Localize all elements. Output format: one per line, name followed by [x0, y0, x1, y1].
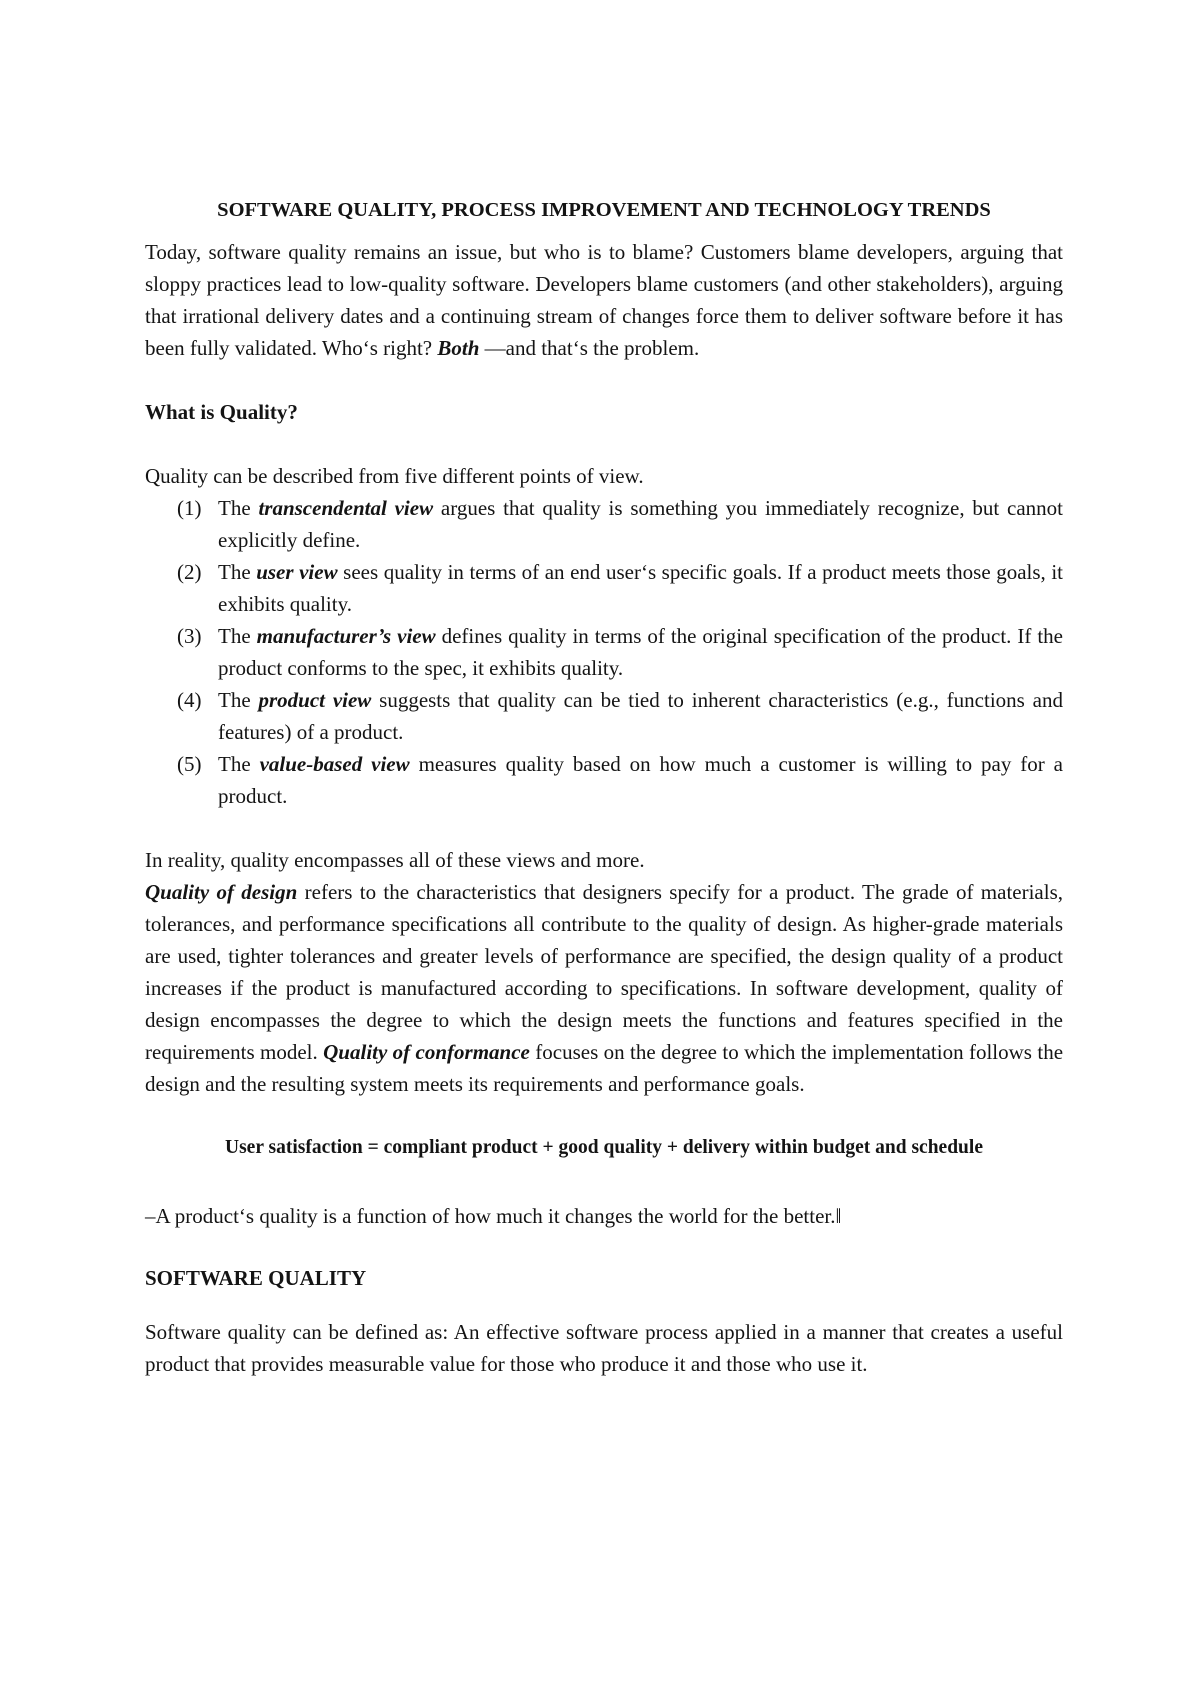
views-list	[145, 492, 1063, 812]
list-number: (4)	[177, 688, 202, 712]
list-item	[145, 620, 1063, 684]
section-heading-software-quality: SOFTWARE QUALITY	[145, 1266, 367, 1290]
view-text: defines quality in terms of the original specification of the product. If the product conforms to the spec, it exhibits quality.	[218, 624, 1063, 680]
list-prefix: The	[218, 624, 257, 648]
list-number: (5)	[177, 752, 202, 776]
view-term: transcendental view	[258, 496, 434, 520]
design-term: Quality of design	[145, 880, 298, 904]
software-quality-definition: Software quality can be defined as: An effective software process applied in a manner that creates a useful product that provides measurable value for those who produce it and those who use it.	[145, 1320, 1063, 1376]
section-heading-what-is-quality: What is Quality?	[145, 400, 298, 424]
user-satisfaction-formula: User satisfaction = compliant product + good quality + delivery within budget and schedule	[225, 1137, 983, 1158]
list-item	[145, 684, 1063, 748]
list-prefix: The	[218, 496, 259, 520]
quality-quote: –A product‘s quality is a function of how much it changes the world for the better.‖	[145, 1204, 842, 1228]
view-text: measures quality based on how much a customer is willing to pay for a product.	[218, 752, 1063, 808]
conformance-text: focuses on the degree to which the implementation follows the design and the resulting system meets its requirements and performance goals.	[145, 1040, 1064, 1096]
view-text: argues that quality is something you immediately recognize, but cannot explicitly define.	[218, 496, 1063, 552]
view-term: manufacturer’s view	[256, 624, 436, 648]
view-term: user view	[256, 560, 338, 584]
reality-sentence: In reality, quality encompasses all of these views and more.	[145, 848, 645, 872]
design-paragraph	[145, 876, 1063, 1100]
document-title: SOFTWARE QUALITY, PROCESS IMPROVEMENT AND TECHNOLOGY TRENDS	[217, 199, 991, 221]
list-number: (2)	[177, 560, 202, 584]
conformance-term: Quality of conformance	[323, 1040, 530, 1064]
list-prefix: The	[218, 688, 259, 712]
view-text: suggests that quality can be tied to inherent characteristics (e.g., functions and features) of a product.	[218, 688, 1063, 744]
list-prefix: The	[218, 752, 260, 776]
list-number: (3)	[177, 624, 202, 648]
design-text: refers to the characteristics that designers specify for a product. The grade of materials, tolerances, and performance specifications all contribute to the quality of design. As higher-grade materials are used, tighter tolerances and greater levels of performance are specified, the design quality of a product increases if the product is manufactured according to specifications. In software development, quality of design encompasses the degree to which the design meets the functions and features specified in the requirements model.	[145, 880, 1064, 1064]
view-term: value-based view	[259, 752, 410, 776]
list-prefix: The	[218, 560, 257, 584]
views-lead: Quality can be described from five different points of view.	[145, 464, 644, 488]
list-number: (1)	[177, 496, 202, 520]
intro-paragraph	[145, 236, 1063, 364]
view-term: product view	[258, 688, 372, 712]
list-item	[145, 748, 1063, 812]
view-text: sees quality in terms of an end user‘s specific goals. If a product meets those goals, it exhibits quality.	[218, 560, 1063, 616]
intro-text: Today, software quality remains an issue, but who is to blame? Customers blame developers, arguing that sloppy practices lead to low-quality software. Developers blame customers (and other stakeholders), arguing that irrational delivery dates and a continuing stream of changes force them to deliver software before it has been fully validated. Who‘s right?	[145, 240, 1063, 360]
list-item	[145, 556, 1063, 620]
intro-emphasis: Both	[437, 336, 480, 360]
list-item	[145, 492, 1063, 556]
document-page	[145, 195, 1063, 1380]
intro-text-end: —and that‘s the problem.	[479, 336, 700, 360]
